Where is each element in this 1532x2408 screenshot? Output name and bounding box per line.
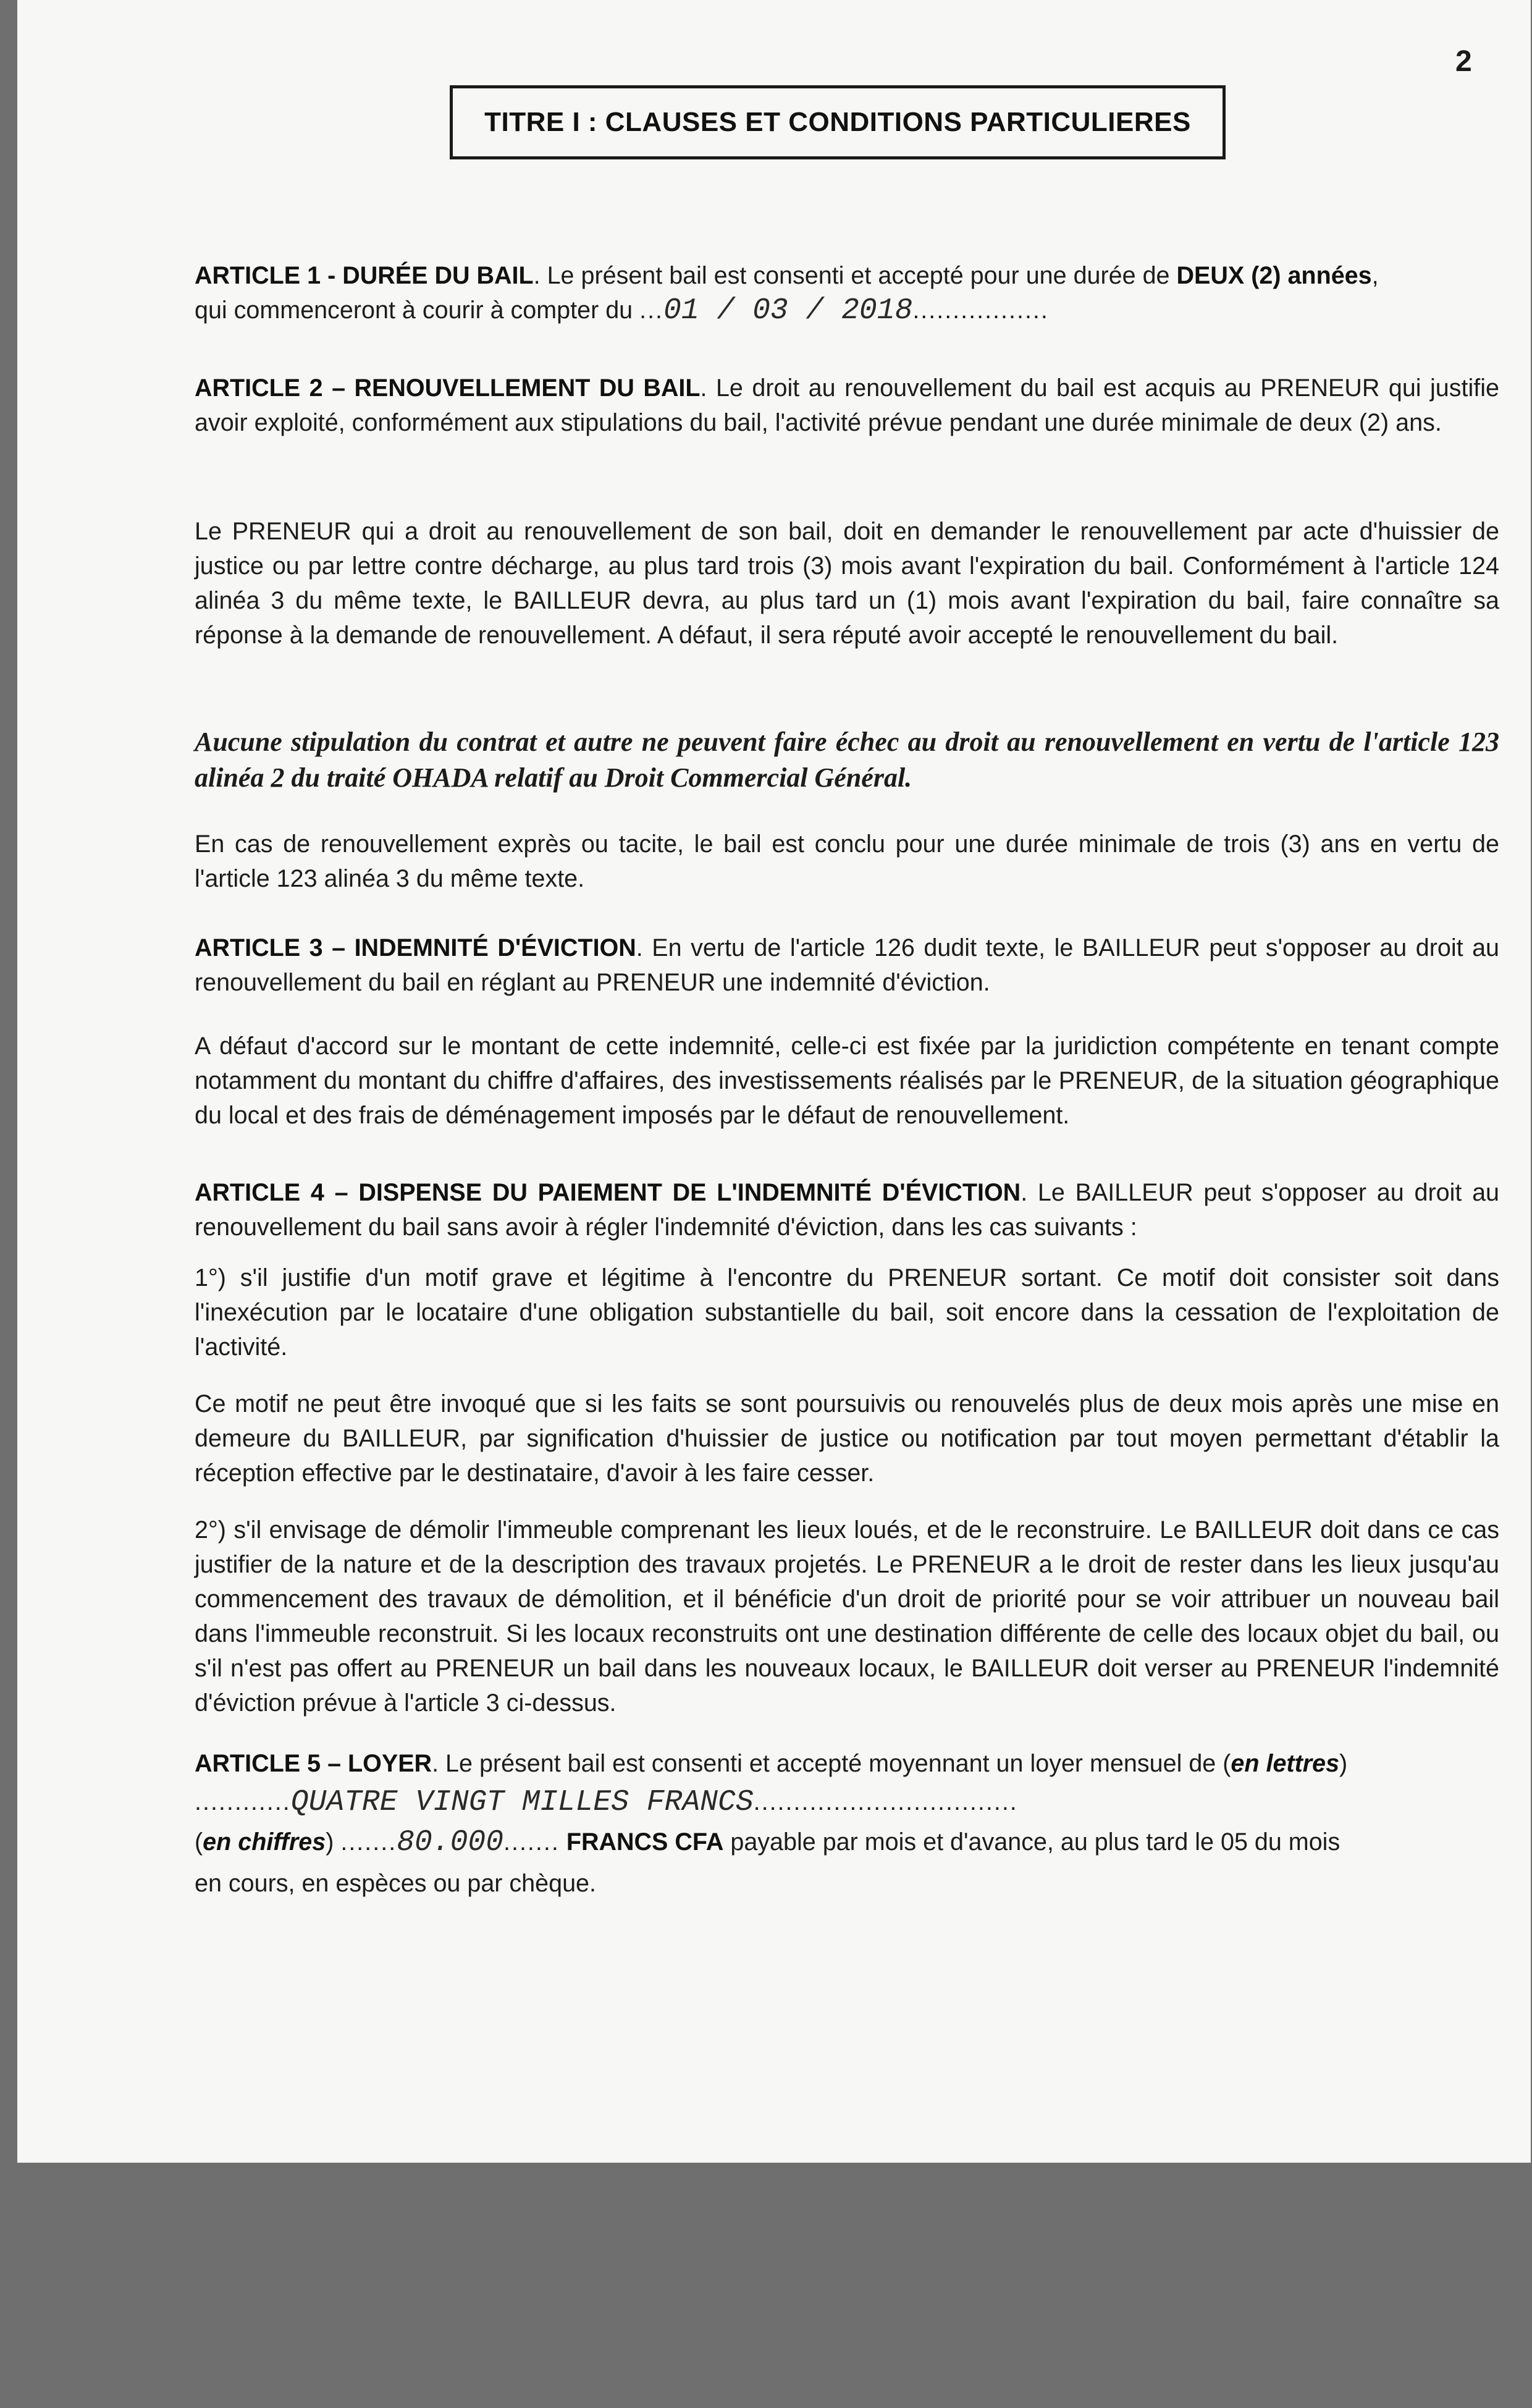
article-2-paragraph-3: En cas de renouvellement exprès ou tacite, le bail est conclu pour une durée minimale de trois (3) ans en vertu de l'article 123 alinéa 3 du même texte. — [195, 830, 1499, 892]
article-1-dots-after: ................. — [912, 297, 1049, 324]
article-3-text: . En vertu de l'article 126 dudit texte, le BAILLEUR peut s'opposer au droit au renouvellement du bail en réglant au PRENEUR une indemnité d'éviction. — [195, 934, 1499, 996]
article-5-paren: ) — [1339, 1750, 1348, 1777]
article-5-dots-1: ............ — [195, 1788, 291, 1815]
article-1-dots-before: ... — [639, 297, 664, 324]
page-number: 2 — [1455, 45, 1472, 78]
article-1-comma: , — [1371, 262, 1379, 289]
article-5: ARTICLE 5 – LOYER. Le présent bail est consenti et accepté moyennant un loyer mensuel de (en lettres) ............QUATRE VINGT MILLES FRANCS................................. (en chiffres) .......80.000....... FRANCS CFA payable par mois et d'avance, au plus tard le 05 du mois en cours, en espèces ou par chèque. — [195, 1746, 1499, 1901]
article-1-duration: DEUX (2) années — [1176, 262, 1372, 289]
article-2 — [195, 371, 1499, 440]
article-5-payment-method: en cours, en espèces ou par chèque. — [195, 1870, 596, 1897]
article-5-in-figures-label: en chiffres — [203, 1828, 326, 1856]
article-4-case-2: 2°) s'il envisage de démolir l'immeuble comprenant les lieux loués, et de le reconstruire. Le BAILLEUR doit dans ce cas justifier de la nature et de la description des travaux projetés. Le PRENEUR a le droit de rester dans les lieux jusqu'au commencement des travaux de démolition, et il bénéficie d'un droit de priorité pour se voir attribuer un nouveau bail dans l'immeuble reconstruit. Si les locaux reconstruits ont une destination différente de celle des locaux objet du bail, ou s'il n'est pas offert au PRENEUR un bail dans les nouveaux locaux, le BAILLEUR doit verser au PRENEUR l'indemnité d'éviction prévue à l'article 3 ci-dessus. — [195, 1516, 1499, 1717]
article-5-in-letters-label: en lettres — [1231, 1750, 1340, 1777]
rent-amount-figures: 80.000 — [397, 1826, 503, 1859]
article-2-italic-clause: Aucune stipulation du contrat et autre ne peuvent faire échec au droit au renouvellement en vertu de l'article 123 alinéa 2 du traité OHADA relatif au Droit Commercial Général. — [195, 727, 1499, 793]
document-page — [17, 0, 1531, 2163]
article-5-dots-3: ....... — [340, 1828, 397, 1856]
article-5-text: . Le présent bail est consenti et accepté moyennant un loyer mensuel de ( — [432, 1750, 1231, 1777]
article-1 — [195, 258, 1499, 328]
article-2-text: . Le droit au renouvellement du bail est acquis au PRENEUR qui justifie avoir exploité, conformément aux stipulations du bail, l'activité prévue pendant une durée minimale de deux (2) ans. — [195, 374, 1499, 436]
article-5-dots-4: ....... — [503, 1828, 560, 1856]
article-4-case-1-detail: Ce motif ne peut être invoqué que si les faits se sont poursuivis ou renouvelés plus de deux mois après une mise en demeure du BAILLEUR, par signification d'huissier de justice ou notification par tout moyen permettant d'établir la réception effective par le destinataire, d'avoir à les faire cesser. — [195, 1390, 1499, 1487]
article-4 — [195, 1175, 1499, 1244]
section-title: TITRE I : CLAUSES ET CONDITIONS PARTICULIERES — [450, 85, 1226, 159]
article-4-heading: ARTICLE 4 – DISPENSE DU PAIEMENT DE L'INDEMNITÉ D'ÉVICTION — [195, 1179, 1021, 1206]
rent-amount-letters: QUATRE VINGT MILLES FRANCS — [290, 1786, 754, 1819]
article-1-text: . Le présent bail est consenti et accepté pour une durée de — [533, 262, 1177, 289]
article-4-text: . Le BAILLEUR peut s'opposer au droit au renouvellement du bail sans avoir à régler l'indemnité d'éviction, dans les cas suivants : — [195, 1179, 1500, 1241]
article-3-heading: ARTICLE 3 – INDEMNITÉ D'ÉVICTION — [195, 934, 636, 961]
article-2-paragraph-2: Le PRENEUR qui a droit au renouvellement de son bail, doit en demander le renouvellement par acte d'huissier de justice ou par lettre contre décharge, au plus tard trois (3) mois avant l'expiration du bail. Conformément à l'article 124 alinéa 3 du même texte, le BAILLEUR devra, au plus tard un (1) mois avant l'expiration du bail, faire connaître sa réponse à la demande de renouvellement. A défaut, il sera réputé avoir accepté le renouvellement du bail. — [195, 518, 1499, 649]
article-1-heading: ARTICLE 1 - DURÉE DU BAIL — [195, 262, 534, 289]
article-5-heading: ARTICLE 5 – LOYER — [195, 1750, 432, 1777]
article-3 — [195, 931, 1499, 1000]
article-1-start-date: 01 / 03 / 2018 — [663, 294, 913, 327]
article-2-heading: ARTICLE 2 – RENOUVELLEMENT DU BAIL — [195, 374, 701, 402]
article-3-paragraph-2: A défaut d'accord sur le montant de cette indemnité, celle-ci est fixée par la juridiction compétente en tenant compte notamment du montant du chiffre d'affaires, des investissements réalisés par le PRENEUR, de la situation géographique du local et des frais de déménagement imposés par le défaut de renouvellement. — [195, 1033, 1499, 1129]
article-5-dots-2: ................................. — [753, 1788, 1018, 1815]
article-4-case-1: 1°) s'il justifie d'un motif grave et légitime à l'encontre du PRENEUR sortant. Ce motif doit consister soit dans l'inexécution par le locataire d'une obligation substantielle du bail, soit encore dans la cessation de l'exploitation de l'activité. — [195, 1264, 1499, 1361]
article-5-payment-terms: payable par mois et d'avance, au plus tard le 05 du mois — [723, 1828, 1340, 1856]
currency-label: FRANCS CFA — [566, 1828, 724, 1856]
article-1-start-label: qui commenceront à courir à compter du — [195, 297, 640, 324]
